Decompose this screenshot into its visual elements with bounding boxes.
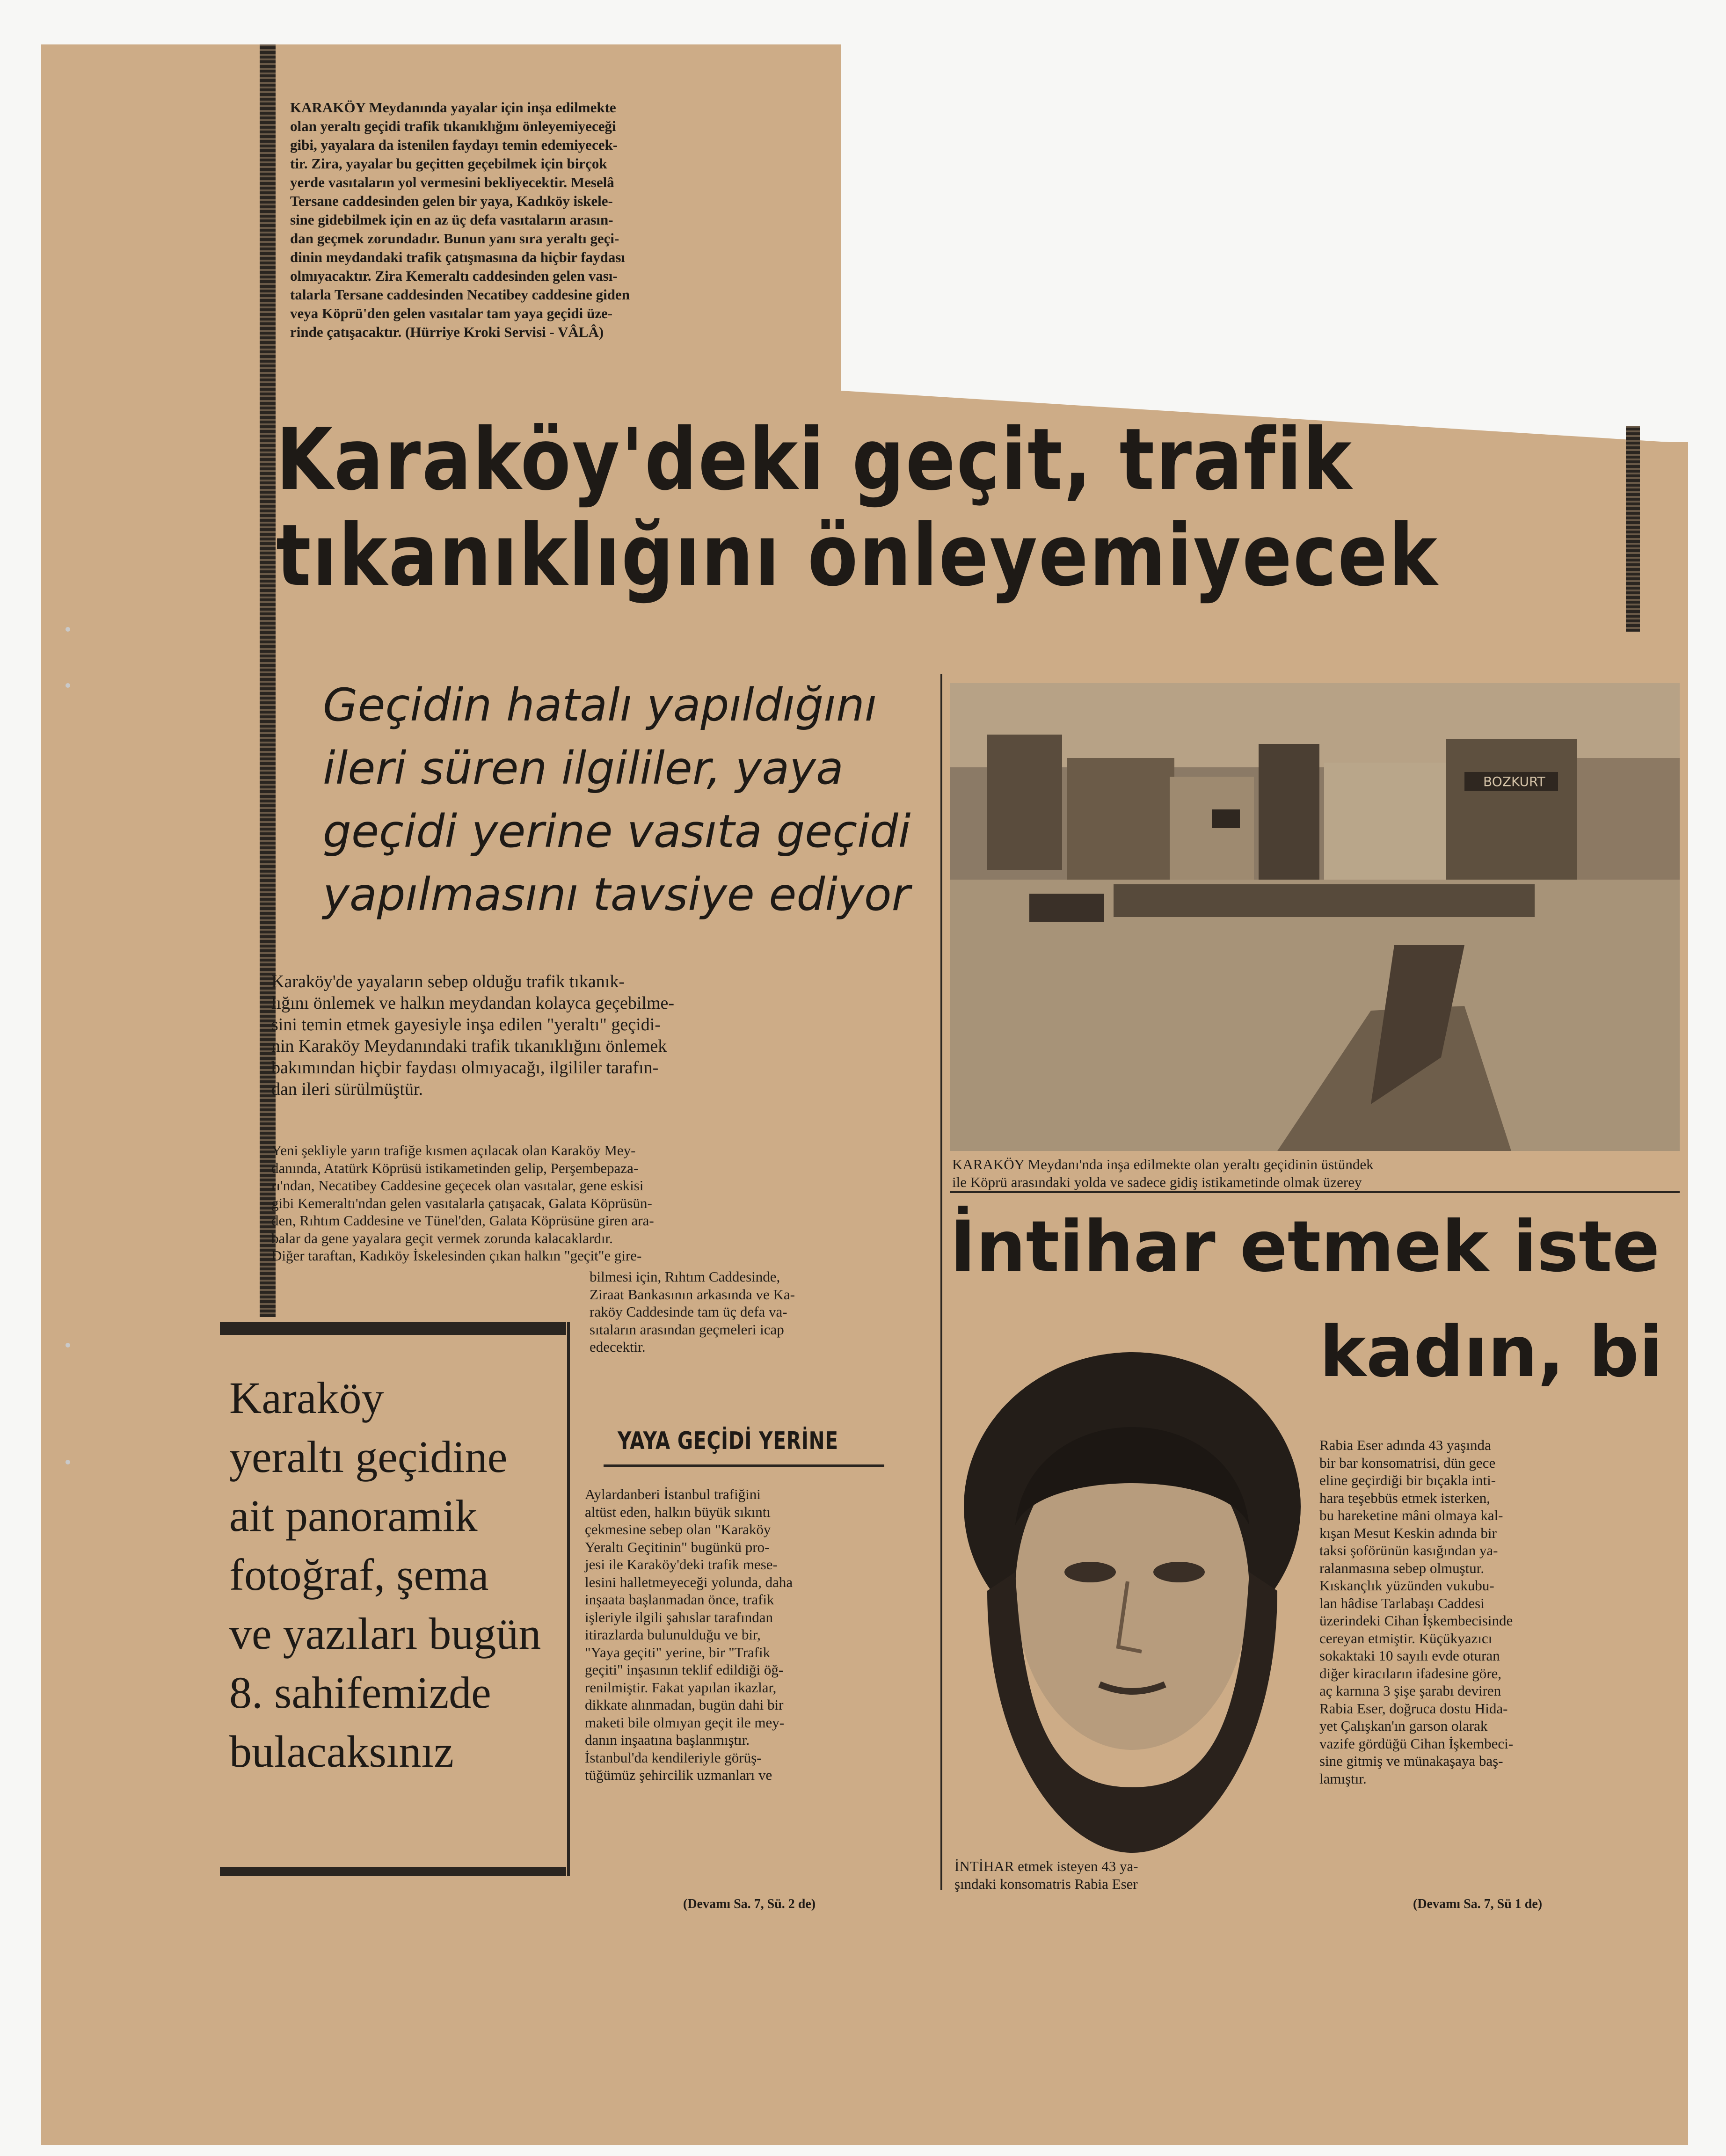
binder-dot bbox=[66, 1460, 70, 1464]
second-article-continued: (Devamı Sa. 7, Sü 1 de) bbox=[1413, 1897, 1543, 1911]
box-side-rule bbox=[567, 1322, 570, 1876]
subheadline: Geçidin hatalı yapıldığını ileri süren ilgililer, yaya geçidi yerine vasıta geçidi yapılmasını tavsiye ediyor bbox=[323, 679, 911, 921]
lead-paragraph: Karaköy'de yayaların sebep olduğu trafik tıkanık- lığını önlemek ve halkın meydandan kolayca geçebilme- sini temin etmek gayesiyle inşa edilen "yeraltı" geçidi- nin Karaköy Meydanındaki trafik tıkanıklığını önlemek bakımından hiçbir faydası olmıyacağı, ilgililer tarafın- dan ileri sürülmüştür. bbox=[271, 972, 675, 1099]
photo1-caption: KARAKÖY Meydanı'nda inşa edilmekte olan yeraltı geçidinin üstündek ile Köprü arasındaki yolda ve sadece gidiş istikametinde olmak üzerey bbox=[952, 1156, 1374, 1190]
photo2-caption: İNTİHAR etmek isteyen 43 ya- şındaki konsomatris Rabia Eser bbox=[954, 1858, 1138, 1892]
column-separator bbox=[940, 674, 942, 1890]
second-headline-line2: kadın, bi bbox=[1319, 1311, 1663, 1393]
karakoy-square-photo bbox=[950, 683, 1680, 1151]
binder-dot bbox=[66, 683, 70, 688]
binder-dot bbox=[66, 1343, 70, 1348]
box-top-rule bbox=[220, 1322, 566, 1335]
rabia-eser-portrait bbox=[959, 1329, 1305, 1853]
second-headline-line1: İntihar etmek iste bbox=[950, 1206, 1660, 1288]
section-header-underline bbox=[604, 1464, 884, 1467]
section-text: Aylardanberi İstanbul trafiğini altüst eden, halkın büyük sıkıntı çekmesine sebep olan "Karaköy Yeraltı Geçitinin" bugünkü pro- jesi ile Karaköy'deki trafik mese- lesini halletmeyeceği yolunda, daha inşaata başlanmadan önce, trafik işleriyle ilgili şahıslar tarafından itirazlarda bulunulduğu ve bir, "Yaya geçiti" yerine, bir "Trafik geçiti" inşasının teklif edildiği öğ- renilmiştir. Fakat yapılan ikazlar, dikkate alınmadan, bugün dahi bir maketi bile olmıyan geçit ile mey- danın inşaatına başlanmıştır. İstanbul'da kendileriyle görüş- tüğümüz şehircilik uzmanları ve bbox=[585, 1486, 793, 1783]
headline-line1: Karaköy'deki geçit, trafik bbox=[276, 410, 1353, 509]
second-article-text: Rabia Eser adında 43 yaşında bir bar konsomatrisi, dün gece eline geçirdiği bir bıçakla inti- hara teşebbüs etmek isterken, bu hareketine mâni olmaya kal- kışan Mesut Keskin adında bir taksi şoförünün kasığından ya- ralanmasına sebep olmuştur. Kıskançlık yüzünden vukubu- lan hâdise Tarlabaşı Caddesi üzerindeki Cihan İşkembecisinde cereyan etmiştir. Küçükyazıcı sokaktaki 10 sayılı evde oturan diğer kiracıların ifadesine göre, aç karnına 3 şişe şarabı deviren Rabia Eser, doğruca dostu Hida- yet Çalışkan'ın garson olarak vazife gördüğü Cihan İşkembeci- sine gitmiş ve münakaşaya baş- lamıştır. bbox=[1319, 1437, 1514, 1787]
box-bottom-rule bbox=[220, 1867, 566, 1876]
top-article-text: KARAKÖY Meydanında yayalar için inşa edilmekte olan yeraltı geçidi trafik tıkanıklığını önleyemiyeceği gibi, yayalara da istenilen faydayı temin edemiyecek- tir. Zira, yayalar bu geçitten geçebilmek için birçok yerde vasıtaların yol vermesini bekliyecektir. Meselâ Tersane caddesinden gelen bir yaya, Kadıköy iskele- sine gidebilmek için en az üç defa vasıtaların arasın- dan geçmek zorundadır. Bunun yanı sıra yeraltı geçi- dinin meydandaki trafik çatışmasına da hiçbir faydası olmıyacaktır. Zira Kemeraltı caddesinden gelen vası- talarla Tersane caddesinden Necatibey caddesine giden veya Köprü'den gelen vasıtalar tam yaya geçidi üze- rinde çatışacaktır. (Hürriye Kroki Servisi - VÂLÂ) bbox=[290, 99, 630, 340]
second-article-top-rule bbox=[950, 1191, 1680, 1193]
headline-side-rule bbox=[1626, 426, 1640, 632]
left-column-rule bbox=[260, 44, 276, 1317]
headline-line2: tıkanıklığını önleyemiyecek bbox=[276, 506, 1439, 605]
box-notice: Karaköy yeraltı geçidine ait panoramik fotoğraf, şema ve yazıları bugün 8. sahifemizde bulacaksınız bbox=[229, 1373, 541, 1777]
binder-dot bbox=[66, 627, 70, 632]
paragraph-2: Yeni şekliyle yarın trafiğe kısmen açılacak olan Karaköy Mey- danında, Atatürk Köprüsü istikametinden gelip, Perşembepaza- rı'ndan, Necatibey Caddesine geçecek olan vasıtalar, gene eskisi gibi Kemeraltı'ndan gelen vasıtalarla çatışacak, Galata Köprüsün- den, Rıhtım Caddesine ve Tünel'den, Galata Köprüsüne giren ara- balar da gene yayalara geçit vermek zorunda kalacaklardır. Diğer taraftan, Kadıköy İskelesinden çıkan halkın "geçit"e gire- bbox=[271, 1142, 654, 1264]
section-header: YAYA GEÇİDİ YERİNE bbox=[618, 1427, 838, 1455]
paragraph-2-continued: bilmesi için, Rıhtım Caddesinde, Ziraat Bankasının arkasında ve Ka- raköy Caddesinde tam üç defa va- sıtaların arasından geçmeleri icap edecektir. bbox=[590, 1268, 795, 1355]
section-continued: (Devamı Sa. 7, Sü. 2 de) bbox=[683, 1897, 816, 1911]
bozkurt-sign: BOZKURT bbox=[1483, 774, 1545, 789]
